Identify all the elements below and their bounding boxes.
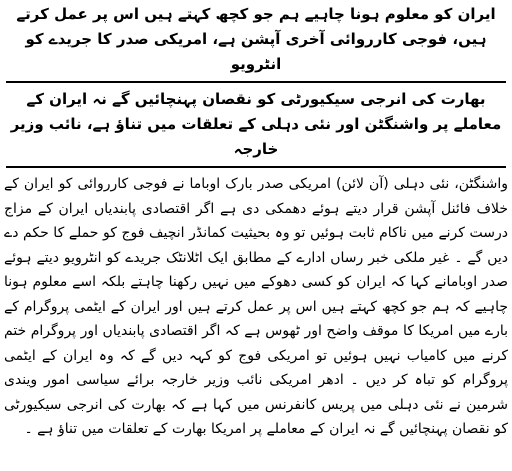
headline-secondary: بھارت کی انرجی سیکیورٹی کو نقصان پہنچائیں گے نہ ایران کے معاملے پر واشنگٹن اور نئی دہلی کے تعلقات میں تناؤ ہے، نائب وزیر خارجہ: [10, 90, 502, 158]
headline-primary: ایران کو معلوم ہونا چاہیے ہم جو کچھ کہتے ہیں اس پر عمل کرتے ہیں، فوجی کارروائی آخری آپشن ہے، امریکی صدر کا جریدے کو انٹرویو: [16, 5, 496, 73]
headline-divider: [6, 81, 506, 83]
body-divider: [6, 166, 506, 168]
article-body: واشنگٹن، نئی دہلی (آن لائن) امریکی صدر بارک اوباما نے فوجی کارروائی کو ایران کے خلاف فائنل آپشن قرار دیتے ہوئے دھمکی دی ہے اگر اقتصادی پابندیاں ایران کے مزاج درست کرنے میں ناکام ثابت ہوئیں تو وہ بحیثیت کمانڈر انچیف فوج کو حملے کا حکم دے دیں گے ۔ غیر ملکی خبر رساں ادارے کے مطابق ایک اٹلانٹک جریدے کو انٹرویو دیتے ہوئے صدر اوبامانے کہا کہ ایران کو کسی دھوکے میں نہیں رکھنا چاہتے بلکہ اسے معلوم ہونا چاہیے کہ ہم جو کچھ کہتے ہیں اس پر عمل کرتے ہیں اور ایران کے ایٹمی پروگرام کے بارے میں امریکا کا موقف واضح اور ٹھوس ہے کہ اگر اقتصادی پابندیاں اور پروگرام ختم کرنے میں کامیاب نہیں ہوئیں تو امریکی فوج کو کہہ دیں گے کہ وہ ایران کے ایٹمی پروگرام کو تباہ کر دیں ۔ ادھر امریکی نائب وزیر خارجہ برائے سیاسی امور ویندی شرمین نے نئی دہلی میں پریس کانفرنس میں کہا ہے کہ بھارت کی انرجی سیکیورٹی کو نقصان پہنچائیں گے نہ ایران کے معاملے پر امریکا بھارت کے تعلقات میں تناؤ ہے ۔: [4, 176, 508, 437]
